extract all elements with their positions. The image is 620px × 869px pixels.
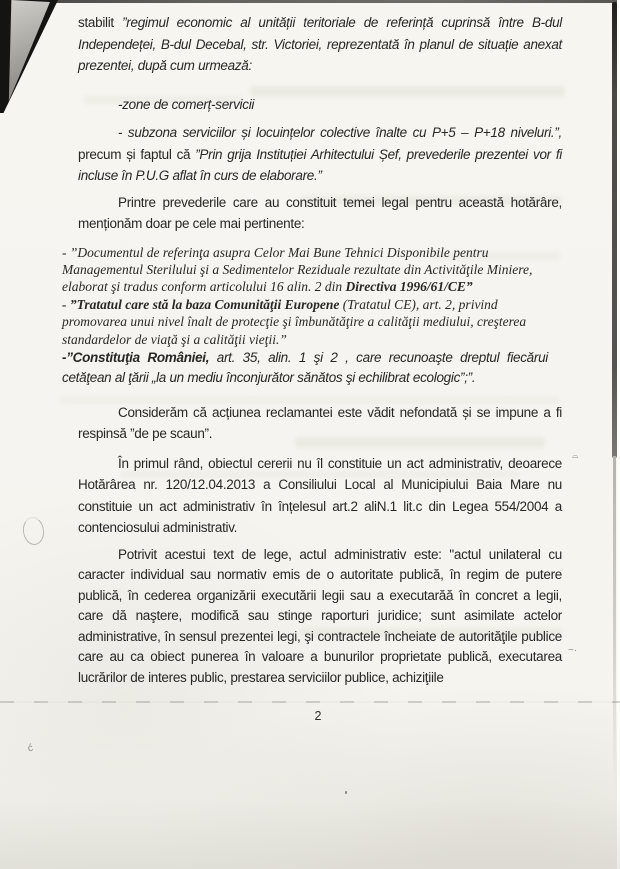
paragraph-in-primul-rand: În primul rând, obiectul cererii nu îl constituie un act administrativ, deoarece Hotărârea nr. 120/12.04.2013 a Consiliului Local al Municipiului Baia Mare nu constituie un act administrativ în înțelesul art.2 aliN.1 lit.c din Legea 554/2004 a contenciosului administrativ.	[78, 455, 562, 536]
text-quoted-italic: ”Prin grija Instituției Arhitectului Șef, prevederile prezentei vor fi incluse în P.U.G aflat în curs de elaborare.”	[78, 146, 562, 183]
reference-tratatul-ce	[62, 296, 534, 348]
scan-streak-line	[0, 701, 620, 703]
text-serif-bold: - ”Tratatul care stă la baza Comunităţii Europene	[62, 296, 343, 312]
paragraph-potrivit: Potrivit acestui text de lege, actul administrativ este: "actul unilateral cu caracter individual sau normativ emis de o autoritate publică, în regim de putere publică, în cederea organizării executării legii sau a executarăă în concret a legii, care dă naştere, modifică sau stinge raporturi juridice; sunt asimilate actelor administrative, în sensul prezentei legi, şi contractele încheiate de autorităţile publice care au ca obiect punerea în valoare a bunurilor proprietate publică, executarea lucrărilor de interes public, prestarea serviciilor publice, achiziţiile	[78, 546, 562, 685]
pencil-mark: ć	[26, 742, 34, 755]
bullet-zone-comert: -zone de comerț-servicii	[118, 96, 255, 112]
page-number: 2	[314, 709, 322, 723]
pencil-mark: ⌓	[572, 451, 579, 460]
paper-speck	[345, 791, 347, 794]
text-quoted-italic: - subzona serviciilor și locuințelor colective înalte cu P+5 – P+18 niveluri.”,	[118, 125, 562, 140]
text-bold-italic: -”Constituţia României,	[62, 349, 217, 365]
scan-right-edge-line-faint	[613, 456, 616, 786]
text-regular: stabilit	[78, 15, 123, 30]
pencil-mark: ~·	[568, 645, 578, 656]
scan-top-edge-shadow	[36, 0, 620, 3]
punch-hole	[21, 516, 46, 547]
text-serif-italic: - ”Documentul de referinţa asupra Celor Mai Bune Tehnici Disponibile pentru Managementul Sterilului şi a Sedimentelor Reziduale rezultate din Activităţile Miniere, elaborat şi tradus conform articolului 16 alin. 2 din	[62, 244, 533, 295]
text-quoted-italic: ”regimul economic al unității teritoriale de referință cuprinsă între B-dul Independeței, B-dul Decebal, str. Victoriei, reprezentată în planul de situație anexat prezentei, după cum urmează:	[78, 15, 562, 73]
paragraph-consideram: Considerăm că acțiunea reclamantei este vădit nefondată și se impune a fi respinsă ”de pe scaun”.	[78, 404, 562, 442]
paragraph-printre-prevederile: Printre prevederile care au constituit temei legal pentru această hotărâre, menționăm doar pe cele mai pertinente:	[78, 194, 562, 231]
reference-constitutia-romaniei	[62, 348, 548, 389]
bullet-subzona	[78, 122, 562, 187]
text-serif-bold: Directiva 1996/61/CE”	[345, 279, 473, 295]
reference-directiva	[62, 244, 534, 296]
text-serif-italic: (Tratatul CE), art. 2, privind promovarea unui nivel înalt de protecţie şi îmbunătăţire a calităţii mediului, creşterea standardelor de viaţă şi a calităţii vieţii.”	[62, 296, 527, 347]
paragraph-regim-economic	[78, 12, 562, 77]
text-regular: precum și faptul că	[78, 146, 196, 162]
document-body	[62, 12, 562, 688]
scan-bottom-shading	[0, 799, 620, 869]
text-italic: art. 35, alin. 1 şi 2 , care recunoaşte dreptul fiecărui cetăţean al ţării „la un mediu înconjurător sănătos şi echilibrat ecologic”;”.	[62, 349, 548, 386]
folded-corner-flap	[8, 0, 50, 101]
